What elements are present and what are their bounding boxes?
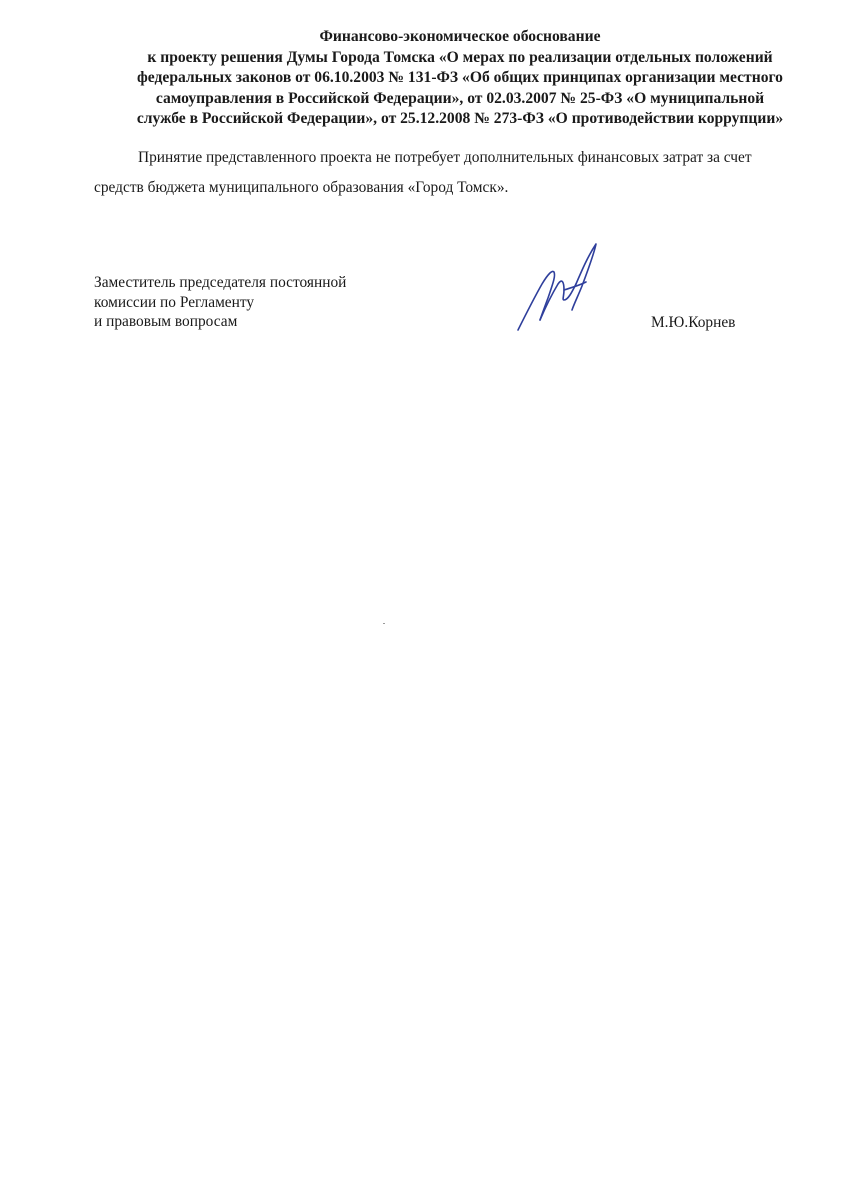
heading-line: самоуправления в Российской Федерации», от 02.03.2007 № 25-ФЗ «О муниципальной	[155, 89, 765, 107]
handwritten-signature-icon	[512, 240, 604, 336]
body-line: средств бюджета муниципального образования «Город Томск».	[94, 179, 509, 196]
signer-title	[94, 273, 346, 332]
body-line: Принятие представленного проекта не потребует дополнительных финансовых затрат за счет	[138, 149, 752, 166]
body-paragraph	[94, 143, 834, 203]
signer-title-line: Заместитель председателя постоянной	[94, 274, 347, 291]
heading-line: службе в Российской Федерации», от 25.12.2008 № 273-ФЗ «О противодействии коррупции»	[136, 110, 784, 127]
heading-line: федеральных законов от 06.10.2003 № 131-ФЗ «Об общих принципах организации местного	[137, 69, 783, 86]
scan-speck	[383, 623, 385, 624]
heading-title: Финансово-экономическое обоснование	[319, 28, 601, 45]
signer-title-line: комиссии по Регламенту	[94, 293, 255, 311]
signer-title-line: и правовым вопросам	[94, 313, 238, 330]
signer-name: М.Ю.Корнев	[651, 314, 736, 331]
document-heading	[60, 27, 850, 130]
heading-line: к проекту решения Думы Города Томска «О мерах по реализации отдельных положений	[147, 48, 773, 66]
